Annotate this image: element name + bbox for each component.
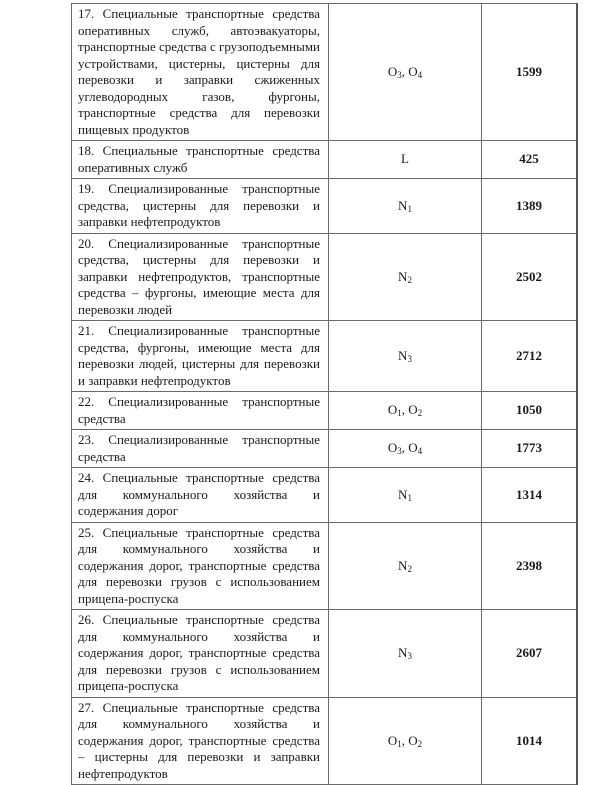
value-cell: 1773: [482, 430, 578, 468]
category-cell: [329, 392, 482, 430]
description-cell: 17. Специальные транспортные средства оперативных служб, автоэвакуаторы, транспортные средства с грузоподъемными устройствами, цистерны, цистерны для перевозки и заправки сжиженных углеводородных газов, фургоны, транспортные средства для перевозки пищевых продуктов: [72, 4, 329, 141]
table-row: [72, 141, 578, 179]
category-code: $N_1$: [398, 197, 412, 214]
category-cell: [329, 141, 482, 179]
table-row: [72, 697, 578, 785]
category-code: $O_3$, $O_4$: [387, 63, 423, 80]
description-cell: 18. Специальные транспортные средства оперативных служб: [72, 141, 329, 179]
description-cell: 21. Специализированные транспортные средства, фургоны, имеющие места для перевозки людей, цистерны для перевозки и заправки нефтепродуктов: [72, 321, 329, 392]
description-cell: 22. Специализированные транспортные средства: [72, 392, 329, 430]
category-cell: [329, 697, 482, 785]
category-cell: [329, 468, 482, 523]
table-row: [72, 233, 578, 321]
category-cell: [329, 4, 482, 141]
table-row: [72, 522, 578, 610]
value-cell: 2502: [482, 233, 578, 321]
value-cell: 1314: [482, 468, 578, 523]
category-code: $O_1$, $O_2$: [387, 402, 423, 419]
value-cell: 1050: [482, 392, 578, 430]
description-cell: 20. Специализированные транспортные средства, цистерны для перевозки и заправки нефтепродуктов, транспортные средства – фургоны, имеющие места для перевозки людей: [72, 233, 329, 321]
value-cell: 2712: [482, 321, 578, 392]
table-row: [72, 179, 578, 234]
category-code: $N_2$: [398, 557, 412, 574]
category-cell: [329, 610, 482, 698]
table-row: [72, 4, 578, 141]
description-cell: 24. Специальные транспортные средства для коммунального хозяйства и содержания дорог: [72, 468, 329, 523]
value-cell: 1599: [482, 4, 578, 141]
value-cell: 2607: [482, 610, 578, 698]
category-cell: [329, 233, 482, 321]
description-cell: 23. Специализированные транспортные средства: [72, 430, 329, 468]
category-code: $N_3$: [398, 347, 412, 364]
category-cell: [329, 430, 482, 468]
category-cell: [329, 321, 482, 392]
value-cell: 1014: [482, 697, 578, 785]
value-cell: 2398: [482, 522, 578, 610]
description-cell: 19. Специализированные транспортные средства, цистерны для перевозки и заправки нефтепродуктов: [72, 179, 329, 234]
category-cell: [329, 522, 482, 610]
table-row: [72, 392, 578, 430]
category-code: $O_3$, $O_4$: [387, 440, 423, 457]
category-code: $O_1$, $O_2$: [387, 732, 423, 749]
table-row: [72, 321, 578, 392]
vehicle-category-table: [71, 3, 578, 785]
description-cell: 26. Специальные транспортные средства для коммунального хозяйства и содержания дорог, транспортные средства для перевозки грузов с использованием прицепа-роспуска: [72, 610, 329, 698]
table-row: [72, 430, 578, 468]
value-cell: 425: [482, 141, 578, 179]
table-row: [72, 610, 578, 698]
value-cell: 1389: [482, 179, 578, 234]
description-cell: 25. Специальные транспортные средства для коммунального хозяйства и содержания дорог, транспортные средства для перевозки грузов с использованием прицепа-роспуска: [72, 522, 329, 610]
table-row: [72, 468, 578, 523]
category-code: $N_2$: [398, 268, 412, 285]
table-body: [72, 4, 578, 785]
description-cell: 27. Специальные транспортные средства для коммунального хозяйства и содержания дорог, транспортные средства – цистерны для перевозки и заправки нефтепродуктов: [72, 697, 329, 785]
category-code: L: [401, 151, 409, 167]
category-code: $N_3$: [398, 645, 412, 661]
category-cell: [329, 179, 482, 234]
category-code: $N_1$: [398, 486, 412, 503]
